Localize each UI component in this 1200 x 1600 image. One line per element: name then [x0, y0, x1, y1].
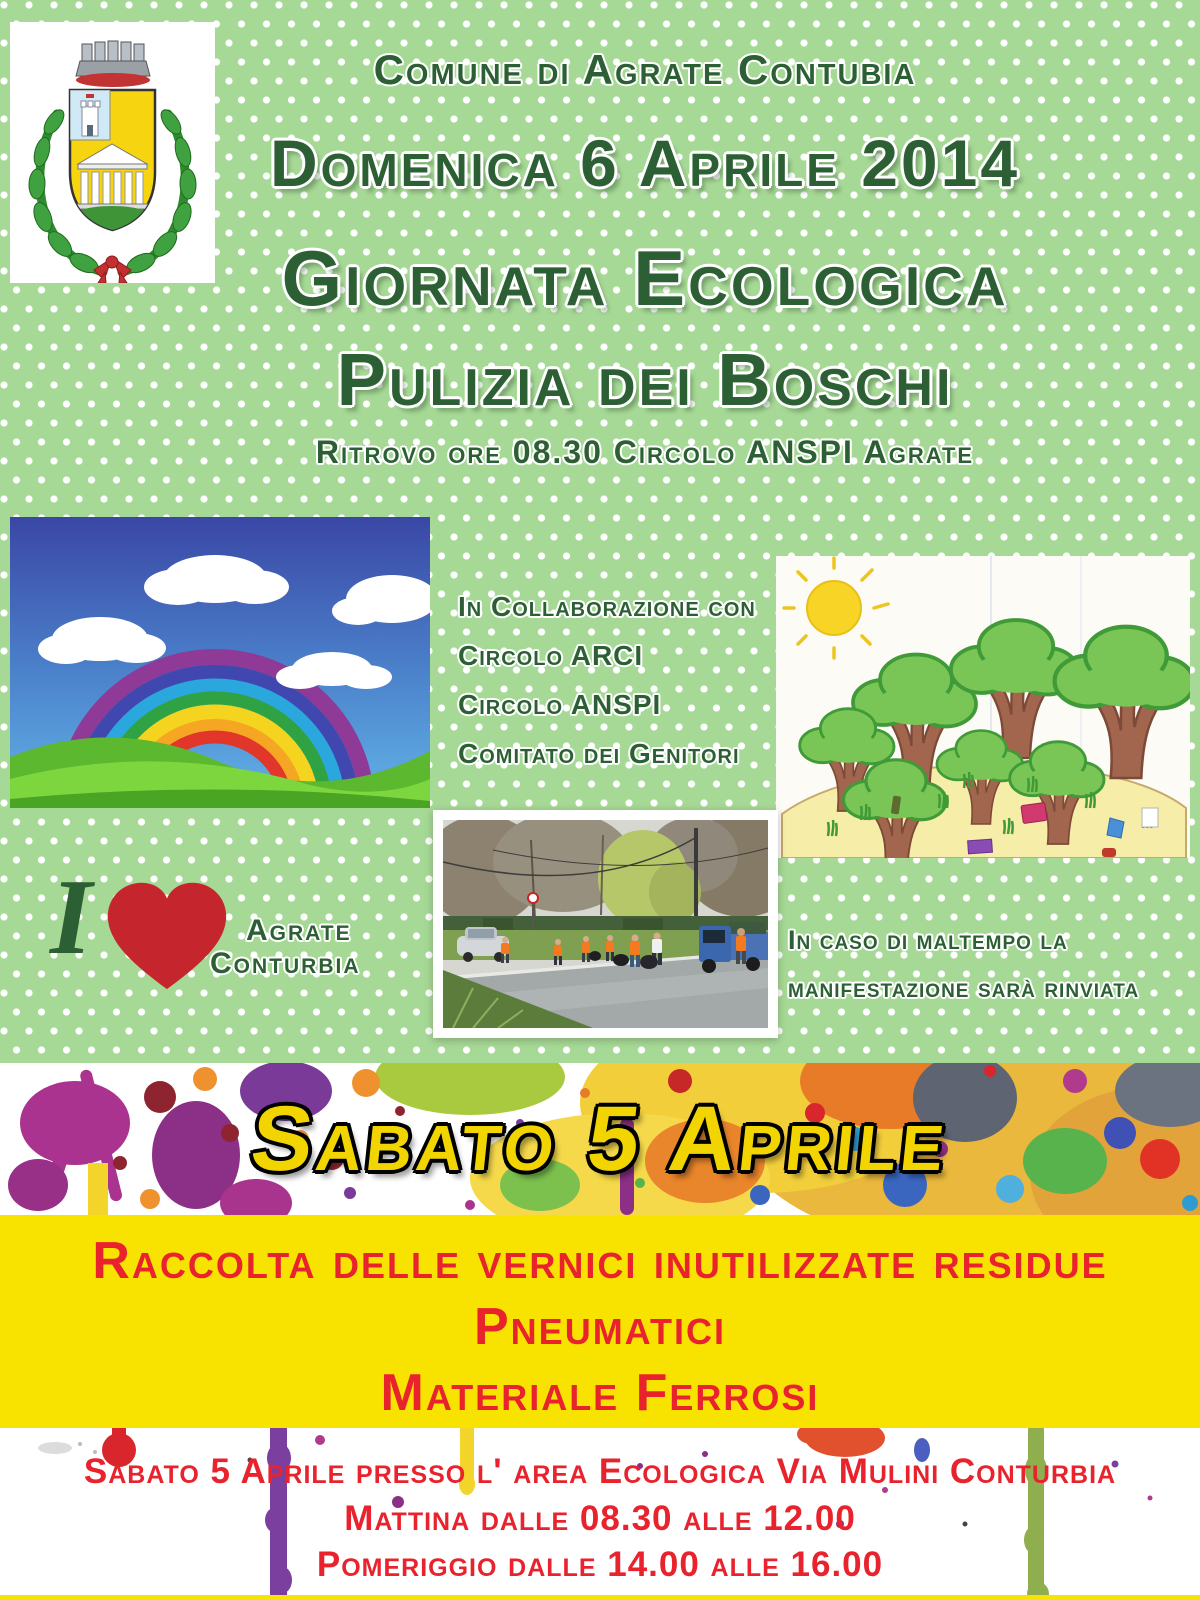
collaboration-block [458, 582, 756, 778]
meeting-point-info: Ritrovo ore 08.30 Circolo ANSPI Agrate [315, 434, 975, 470]
trash-bag [613, 954, 629, 966]
schedule-morning-line: Mattina dalle 08.30 alle 12.00 [344, 1499, 856, 1538]
forest-drawing-graphic [776, 556, 1190, 858]
collaboration-org-anspi: Circolo ANSPI [458, 689, 662, 720]
heart-icon [98, 860, 236, 1006]
love-mark-letter: I [50, 858, 93, 977]
weather-note-line2: manifestazione sarà rinviata [788, 973, 1140, 1003]
children-forest-drawing [776, 556, 1190, 858]
saturday-banner-section [0, 1063, 1200, 1215]
cleanup-photo [433, 810, 778, 1038]
collaboration-intro: In Collaborazione con [458, 591, 756, 622]
love-mark-line1: Agrate [246, 914, 352, 947]
saturday-title: Sabato 5 Aprile [246, 1087, 954, 1190]
rainbow-graphic [10, 517, 430, 808]
collection-line-vernici: Raccolta delle vernici inutilizzate residue [92, 1232, 1108, 1290]
collection-items-section [0, 1215, 1200, 1428]
municipality-title: Comune di Agrate Contubia [373, 46, 917, 93]
collaboration-org-genitori: Comitato dei Genitori [458, 738, 740, 769]
collaboration-org-arci: Circolo ARCI [458, 640, 644, 671]
event-date-title: Domenica 6 Aprile 2014 [269, 126, 1021, 200]
cleanup-photo-graphic [443, 820, 768, 1028]
rainbow-illustration [10, 517, 430, 808]
event-name-line2: Pulizia dei Boschi [336, 338, 954, 421]
schedule-afternoon-line: Pomeriggio dalle 14.00 alle 16.00 [316, 1545, 884, 1584]
trash-bag [589, 951, 601, 961]
event-name-line1: Giornata Ecologica [281, 234, 1009, 322]
trash-bag [640, 955, 658, 969]
weather-note [788, 916, 1139, 1012]
weather-note-line1: In caso di maltempo la [788, 925, 1068, 955]
collection-line-pneumatici: Pneumatici [474, 1298, 726, 1356]
schedule-section [0, 1428, 1200, 1600]
collection-line-ferrosi: Materiale Ferrosi [380, 1364, 820, 1422]
schedule-location-line: Sabato 5 Aprile presso l' area Ecologica Via Mulini Conturbia [83, 1452, 1117, 1491]
love-mark-line2: Conturbia [210, 947, 361, 980]
